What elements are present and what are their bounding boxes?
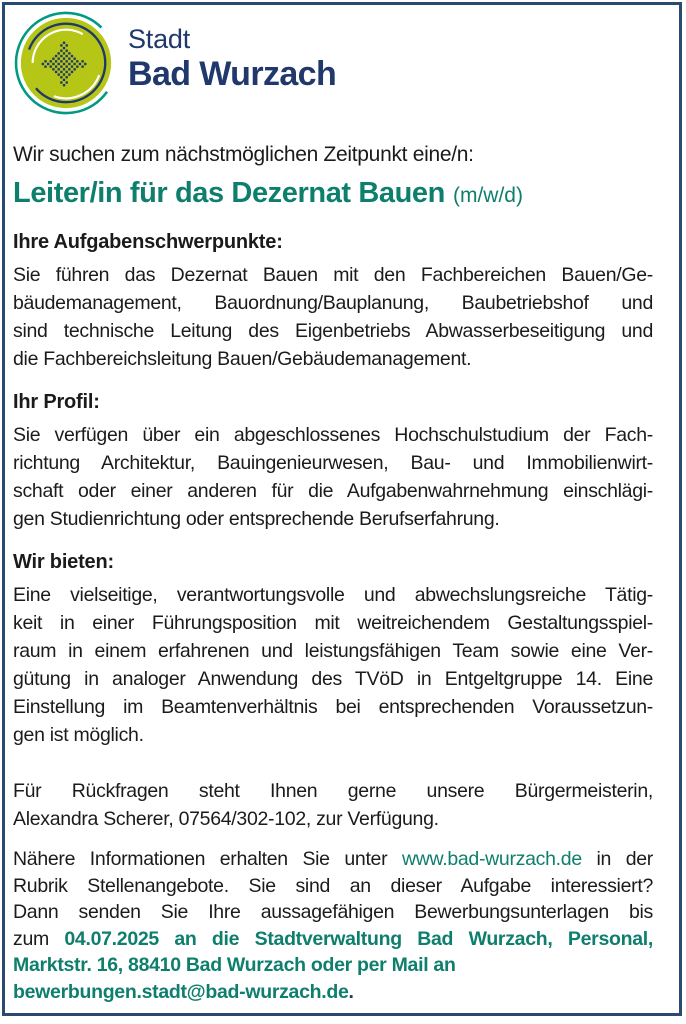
- text-line: [13, 952, 653, 979]
- text-segment: Sie führen das Dezernat Bauen mit den Fachbereichen Bauen/Ge-: [13, 264, 653, 286]
- website-link[interactable]: www.bad-wurzach.de: [401, 848, 582, 870]
- lime-circle: [21, 18, 111, 108]
- text-segment: Nähere Informationen erhalten Sie unter: [13, 848, 402, 870]
- logo-word-bad-wurzach: Bad Wurzach: [128, 55, 337, 93]
- text-segment: zum: [13, 927, 65, 950]
- text-segment: sind technische Leitung des Eigenbetriebs Abwasserbeseitigung und: [13, 320, 653, 342]
- text-segment: in der: [581, 848, 653, 870]
- text-line: [13, 665, 653, 693]
- text-segment: gen ist möglich.: [13, 724, 144, 746]
- text-line: [13, 449, 653, 477]
- text-line: [13, 477, 653, 505]
- text-segment: Rubrik Stellenangebote. Sie sind an dieser Aufgabe interessiert?: [13, 874, 653, 897]
- section-tasks-paragraph: [13, 261, 653, 373]
- text-line: [13, 289, 653, 317]
- text-line: [13, 721, 653, 749]
- application-paragraph: [13, 846, 653, 1005]
- contact-paragraph: [13, 777, 653, 833]
- text-line: [13, 979, 653, 1006]
- text-segment: bäudemanagement, Bauordnung/Bauplanung, Baubetriebshof und: [13, 292, 653, 314]
- job-title-gender-note: (m/w/d): [452, 184, 523, 207]
- ad-body: [13, 143, 653, 1005]
- text-segment: raum in einem erfahrenen und leistungsfähigen Team sowie eine Ver-: [13, 640, 653, 662]
- text-line: [13, 805, 653, 833]
- section-profile-heading: Ihr Profil:: [13, 391, 100, 413]
- text-segment: richtung Architektur, Bauingenieurwesen, Bau- und Immobilienwirt-: [13, 452, 653, 474]
- text-segment: Marktstr. 16, 88410 Bad Wurzach oder per Mail an: [13, 954, 456, 976]
- job-title-heading: [13, 176, 653, 213]
- text-segment: 04.07.2025 an die Stadtverwaltung Bad Wurzach, Personal,: [64, 927, 653, 950]
- text-line: [13, 899, 653, 926]
- section-tasks-heading: Ihre Aufgabenschwerpunkte:: [13, 231, 283, 253]
- city-seal-icon: [13, 10, 119, 116]
- text-segment: Einstellung im Beamtenverhältnis bei entsprechenden Voraussetzun-: [13, 696, 653, 718]
- logo-word-stadt: Stadt: [128, 24, 191, 54]
- text-line: [13, 421, 653, 449]
- text-segment: Eine vielseitige, verantwortungsvolle und abwechslungsreiche Tätig-: [13, 584, 653, 606]
- text-line: [13, 317, 653, 345]
- text-segment: gen Studienrichtung oder entsprechende Berufserfahrung.: [13, 508, 500, 530]
- section-tasks: [13, 229, 653, 373]
- text-segment: Für Rückfragen steht Ihnen gerne unsere Bürgermeisterin,: [13, 780, 653, 802]
- text-line: [13, 693, 653, 721]
- text-segment: Sie verfügen über ein abgeschlossenes Hochschulstudium der Fach-: [13, 424, 653, 446]
- section-offer-paragraph: [13, 581, 653, 749]
- text-line: [13, 777, 653, 805]
- section-profile: [13, 389, 653, 533]
- text-segment: gütung in analoger Anwendung des TVöD in Entgeltgruppe 14. Eine: [13, 668, 653, 690]
- text-line: [13, 873, 653, 900]
- text-line: [13, 609, 653, 637]
- email-link[interactable]: bewerbungen.stadt@bad-wurzach.de: [13, 980, 349, 1003]
- section-profile-paragraph: [13, 421, 653, 533]
- city-logo-text: [128, 10, 336, 91]
- text-line: [13, 261, 653, 289]
- text-segment: .: [348, 980, 354, 1003]
- text-segment: Dann senden Sie Ihre aussagefähigen Bewerbungsunterlagen bis: [13, 901, 653, 923]
- intro-line: Wir suchen zum nächstmöglichen Zeitpunkt eine/n:: [13, 143, 474, 166]
- job-title: Leiter/in für das Dezernat Bauen: [13, 177, 445, 209]
- text-line: [13, 926, 653, 953]
- text-line: [13, 846, 653, 873]
- text-line: [13, 505, 653, 533]
- text-line: [13, 637, 653, 665]
- text-segment: Alexandra Scherer, 07564/302-102, zur Verfügung.: [13, 808, 439, 830]
- text-line: [13, 581, 653, 609]
- text-segment: schaft oder einer anderen für die Aufgabenwahrnehmung einschlägi-: [13, 480, 653, 502]
- text-segment: keit in einer Führungsposition mit weitreichendem Gestaltungsspiel-: [13, 612, 653, 634]
- section-offer: [13, 549, 653, 749]
- city-logo: [13, 10, 653, 116]
- text-line: [13, 345, 653, 373]
- text-segment: die Fachbereichsleitung Bauen/Gebäudemanagement.: [13, 348, 472, 370]
- section-offer-heading: Wir bieten:: [13, 551, 114, 573]
